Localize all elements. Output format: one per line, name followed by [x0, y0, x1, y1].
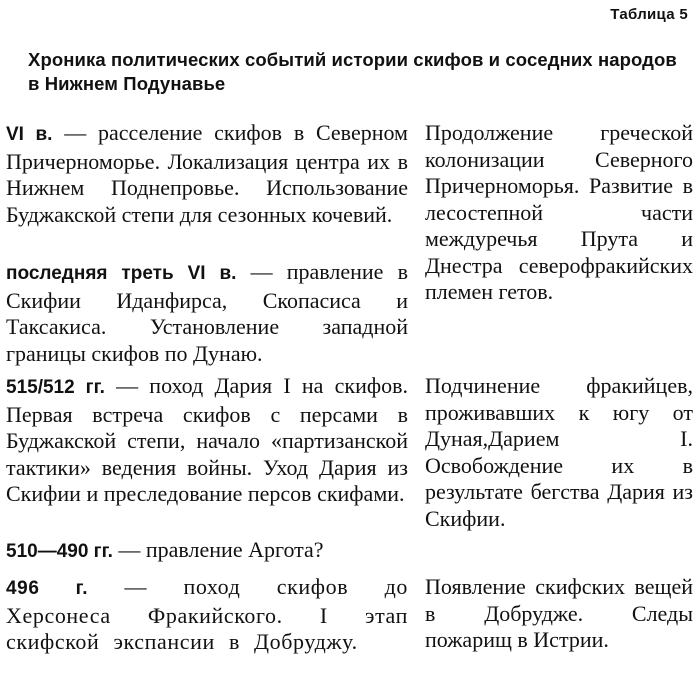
- entry-event-text: — расселение скифов в Северном Причерноморье. Локализация центра их в Нижнем Поднепровье. Использование Буджакской степи для сезонных кочевий.: [6, 120, 408, 227]
- chronicle-title: Хроника политических событий истории скифов и соседних народов в Нижнем Подунавье: [28, 49, 677, 94]
- entry-date: VI в.: [6, 124, 53, 145]
- entry-left-column: [6, 373, 408, 508]
- table-number-label: Таблица 5: [610, 6, 688, 23]
- entry-right-column: Подчинение фракийцев, проживавших к югу от Дуная,Дарием I. Освобождение их в результате бегства Дария из Скифии.: [425, 373, 693, 531]
- entry-date: последняя треть VI в.: [6, 263, 237, 284]
- entry-right-column: Появление скифских вещей в Добрудже. Следы пожарищ в Истрии.: [425, 574, 693, 652]
- entry-date: 515/512 гг.: [6, 377, 105, 398]
- entry-left-column: [6, 537, 408, 566]
- entry-left-column: [6, 259, 408, 367]
- entry-event-text: — поход Дария I на скифов. Первая встреча скифов с персами в Буджакской степи, начало «партизанской тактики» ведения войны. Уход Дария из Скифии и преследование персов скифами.: [6, 373, 408, 506]
- entry-event-text: — правление Аргота?: [112, 537, 324, 562]
- entry-date: 496 г.: [6, 578, 89, 599]
- entry-event-text: — поход скифов до Херсонеса Фракийского. I этап скифской экспансии в Добруджу.: [6, 574, 409, 654]
- entry-left-column: [6, 120, 408, 228]
- entry-left-column: [6, 574, 408, 656]
- entry-date: 510—490 гг.: [6, 541, 113, 562]
- entry-right-column: Продолжение греческой колонизации Северного Причерноморья. Развитие в лесостепной части междуречья Прута и Днестра северофракийских племен гетов.: [425, 120, 693, 304]
- entry-event-text: — правление в Скифии Иданфирса, Скопасиса и Таксакиса. Установление западной границы скифов по Дунаю.: [6, 259, 408, 366]
